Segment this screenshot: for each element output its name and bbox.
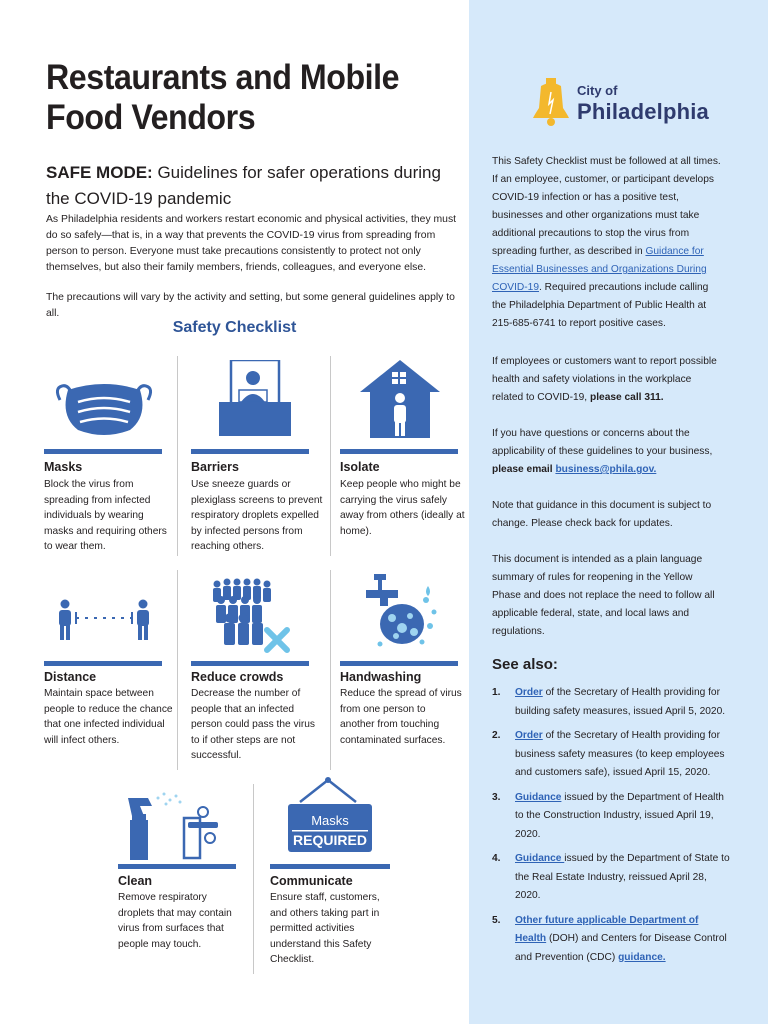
card-title: Clean — [118, 874, 153, 888]
list-item — [492, 912, 732, 968]
checklist-notice — [492, 153, 722, 333]
card-description: Block the virus from spreading from infected individuals by wearing masks and requiring others to wear them. — [44, 479, 167, 552]
subtitle-text: Guidelines for safer operations during the COVID-19 pandemic — [46, 163, 441, 208]
guidance-link[interactable]: Guidance — [515, 853, 565, 864]
questions-notice — [492, 425, 722, 479]
guidance-link[interactable]: Guidance for Essential Businesses and Organizations During COVID-19 — [492, 246, 707, 293]
list-number: 1. — [492, 687, 501, 698]
card-description: Ensure staff, customers, and others taking part in permitted activities understand this Safety Checklist. — [270, 892, 380, 965]
email-label: please email — [492, 464, 556, 475]
logo-city-of: City of — [577, 83, 618, 98]
list-item — [492, 727, 732, 783]
email-link[interactable]: business@phila.gov. — [555, 464, 657, 475]
card-description: Keep people who might be carrying the virus safely away from others (ideally at home). — [340, 479, 465, 537]
list-item — [492, 850, 732, 906]
card-title: Masks — [44, 460, 83, 474]
sign-line2: REQUIRED — [293, 832, 367, 848]
list-text: of the Secretary of Health providing for building safety measures, issued April 5, 2020. — [515, 687, 726, 717]
sign-line1: Masks — [311, 813, 349, 828]
mask-icon — [44, 360, 184, 448]
call-311-text: please call 311. — [589, 392, 664, 403]
liberty-bell-icon — [531, 78, 571, 128]
card-title: Barriers — [191, 460, 239, 474]
notice-text: If employees or customers want to report possible health and safety violations in the workplace related to COVID-19, — [492, 356, 717, 403]
card-title: Reduce crowds — [191, 670, 284, 684]
city-logo — [531, 78, 731, 132]
card-bar — [44, 661, 162, 666]
report-notice — [492, 353, 722, 407]
list-number: 4. — [492, 853, 501, 864]
distance-icon — [44, 572, 184, 660]
card-title: Distance — [44, 670, 97, 684]
card-description: Reduce the spread of virus from one person to another from touching contaminated surfaces. — [340, 688, 462, 746]
sign-icon — [270, 776, 410, 864]
page-subtitle — [46, 160, 466, 212]
page-title: Restaurants and Mobile Food Vendors — [46, 58, 400, 137]
notice-text: . Required precautions include calling the Philadelphia Department of Public Health at 215-685-6741 to report positive cases. — [492, 282, 709, 329]
future-guidance-link[interactable]: Other future applicable Department of Health — [515, 914, 699, 944]
list-item — [492, 684, 732, 721]
card-description: Remove respiratory droplets that may contain virus from surfaces that people may touch. — [118, 892, 232, 950]
list-number: 5. — [492, 914, 501, 926]
card-bar — [340, 661, 458, 666]
order-link[interactable]: Order — [515, 687, 543, 698]
card-title: Isolate — [340, 460, 380, 474]
list-text: of the Secretary of Health providing for business safety measures (to keep employees and customers safe), issued April 15, 2020. — [515, 730, 725, 778]
card-bar — [191, 661, 309, 666]
notice-text: If you have questions or concerns about the applicability of these guidelines to your business, — [492, 428, 713, 457]
notice-text: This Safety Checklist must be followed at all times. If an employee, customer, or participant develops COVID-19 infection or has a positive test, businesses and other organizations must take additional precautions to stop the virus from spreading further, as described in — [492, 156, 721, 257]
card-bar — [340, 449, 458, 454]
list-number: 3. — [492, 791, 501, 803]
change-notice: Note that guidance in this document is subject to change. Please check back for updates. — [492, 500, 712, 529]
logo-philadelphia: Philadelphia — [577, 99, 709, 124]
list-text: issued by the Department of Health to the Construction Industry, issued April 19, 2020. — [515, 791, 724, 840]
list-text: issued by the Department of State to the Real Estate Industry, reissued April 28, 2020. — [515, 853, 730, 901]
intro-paragraph: As Philadelphia residents and workers restart economic and physical activities, they must do so safely—that is, in a way that prevents the COVID-19 virus from spreading from person to person. Everyone must take precautions consistently to protect not only themselves, but also their family members, friends, colleagues, and everyone else. — [46, 214, 457, 273]
card-description: Decrease the number of people that an infected person could pass the virus to if other steps are not successful. — [191, 688, 316, 761]
card-title: Handwashing — [340, 670, 422, 684]
barrier-icon — [191, 360, 331, 448]
plain-language-notice: This document is intended as a plain language summary of rules for reopening in the Yellow Phase and does not replace the need to follow all applicable federal, state, and local laws and regulations. — [492, 554, 715, 637]
list-text: (DOH) and Centers for Disease Control and Prevention (CDC) — [515, 933, 727, 963]
card-bar — [191, 449, 309, 454]
see-also-title: See also: — [492, 656, 558, 673]
order-link[interactable]: Order — [515, 730, 543, 741]
intro — [46, 212, 461, 336]
see-also-list — [492, 684, 732, 973]
spray-icon — [118, 776, 258, 864]
safe-mode-label: SAFE MODE: — [46, 163, 153, 182]
card-title: Communicate — [270, 874, 353, 888]
checklist-title: Safety Checklist — [172, 319, 297, 336]
list-number: 2. — [492, 730, 501, 741]
card-bar — [270, 864, 390, 869]
house-icon — [340, 360, 480, 448]
guidance-link[interactable]: Guidance — [515, 791, 562, 803]
card-bar — [44, 449, 162, 454]
card-description: Maintain space between people to reduce the chance that one infected individual will infect others. — [44, 688, 173, 746]
intro-paragraph: The precautions will vary by the activity and setting, but some general guidelines apply to all. — [46, 292, 455, 319]
card-description: Use sneeze guards or plexiglass screens to prevent respiratory droplets expelled by infected persons from reaching others. — [191, 479, 323, 552]
handwash-icon — [340, 572, 480, 660]
card-bar — [118, 864, 236, 869]
crowd-icon — [191, 572, 331, 660]
list-item — [492, 789, 732, 845]
cdc-guidance-link[interactable]: guidance. — [618, 951, 666, 963]
